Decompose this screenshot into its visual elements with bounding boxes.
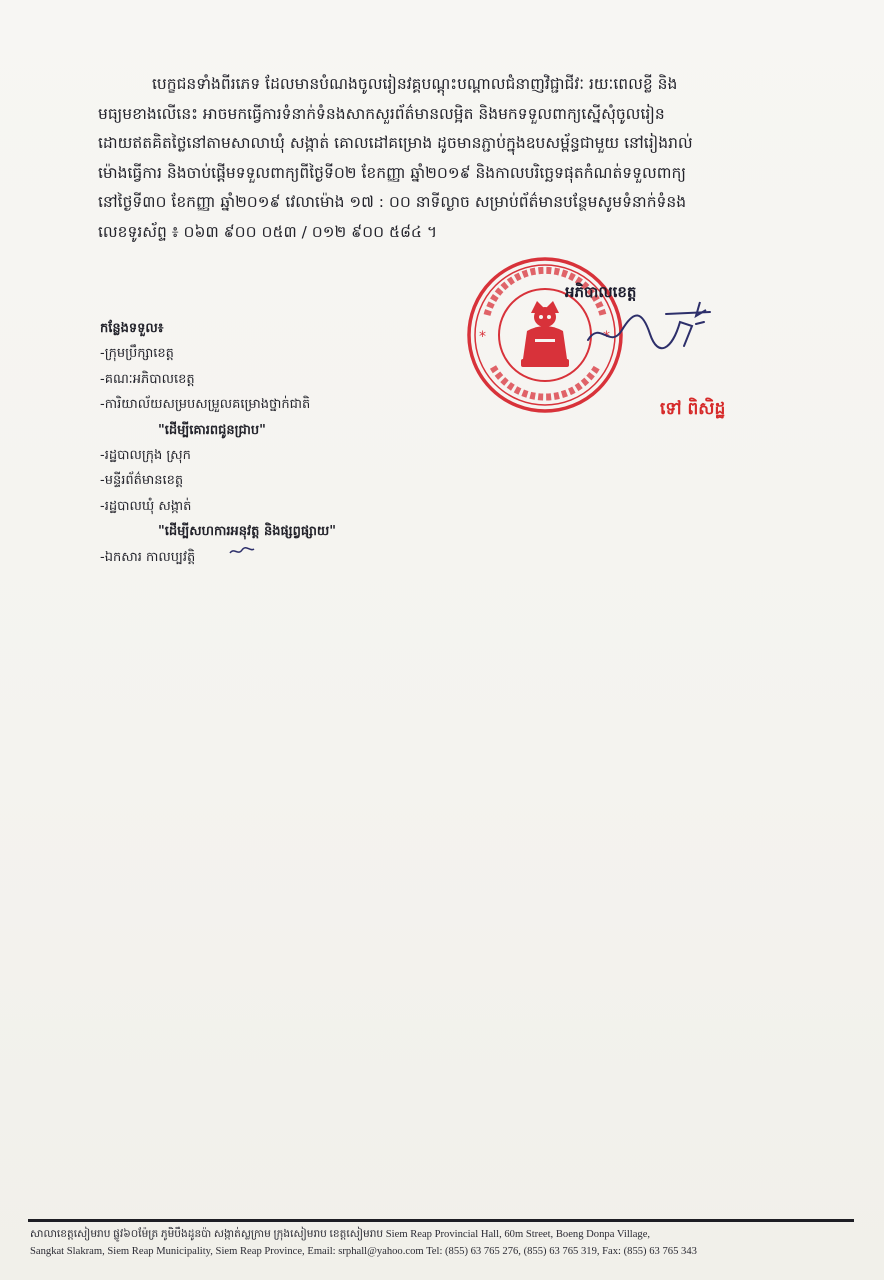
governor-title: អភិបាលខេត្ត — [565, 283, 637, 301]
footer-line: សាលាខេត្តសៀមរាប ផ្លូវ៦០ម៉ែត្រ ភូមិបឹងដូនប៉ា សង្កាត់ស្លក្រាម ក្រុងសៀមរាប ខេត្តសៀមរាប Siem Reap Provincial Hall, 60m Street, Boeng Donpa Village, — [30, 1229, 651, 1240]
paragraph-line: បេក្ខជនទាំងពីរភេទ ដែលមានបំណងចូលរៀនវគ្គបណ្តុះបណ្តាលជំនាញវិជ្ជាជីវៈ រយៈពេលខ្លី និង — [152, 75, 678, 93]
recipient-item: -រដ្ឋបាលក្រុង ស្រុក — [100, 448, 191, 464]
announcement-paragraph — [98, 70, 830, 248]
paragraph-line: លេខទូរស័ព្ទ ៖ ០៦៣ ៩០០ ០៥៣ / ០១២ ៩០០ ៥៨៤ ។ — [98, 222, 438, 241]
paragraph-line: នៅថ្ងៃទី៣០ ខែកញ្ញា ឆ្នាំ២០១៩ វេលាម៉ោង ១៧ : ០០ នាទីល្ងាច សម្រាប់ព័ត៌មានបន្ថែមសូមទំនាក់ទំនង — [98, 193, 687, 212]
recipient-item: -រដ្ឋបាលឃុំ សង្កាត់ — [100, 498, 192, 514]
recipient-item: -ឯកសារ កាលប្បវត្តិ — [100, 549, 196, 565]
paragraph-line: ដោយឥតគិតថ្លៃនៅតាមសាលាឃុំ សង្កាត់ គោលដៅគម្រោង ដូចមានភ្ជាប់ក្នុងឧបសម្ព័ន្ធជាមួយ នៅរៀងរាល់ — [98, 134, 693, 153]
paragraph-line: ម៉ោងធ្វើការ និងចាប់ផ្តើមទទួលពាក្យពីថ្ងៃទី០២ ខែកញ្ញា ឆ្នាំ២០១៩ និងកាលបរិច្ឆេទផុតកំណត់ទទួលពាក្យ — [98, 163, 686, 182]
footer-divider — [28, 1219, 854, 1222]
recipient-note: "ដើម្បីគោរពជូនជ្រាប" — [158, 422, 266, 438]
signer-name: ទៅ ពិសិដ្ឋ — [660, 399, 726, 419]
svg-text:*: * — [479, 329, 486, 345]
recipient-item: -មន្ទីរព័ត៌មានខេត្ត — [100, 473, 184, 489]
recipient-item: -គណៈអភិបាលខេត្ត — [100, 371, 195, 387]
recipients-heading: កន្លែងទទួល៖ — [100, 321, 164, 336]
svg-text:*: * — [603, 329, 610, 345]
recipients-list — [100, 316, 480, 570]
paragraph-line: មធ្យមខាងលើនេះ អាចមកធ្វើការទំនាក់ទំនងសាកសួរព័ត៌មានលម្អិត និងមកទទួលពាក្យស្នើសុំចូលរៀន — [98, 104, 665, 123]
recipient-item: -ការិយាល័យសម្របសម្រួលគម្រោងថ្នាក់ជាតិ — [100, 397, 311, 413]
initials-mark — [228, 544, 256, 558]
recipient-item: -ក្រុមប្រឹក្សាខេត្ត — [100, 346, 174, 362]
footer-address — [30, 1226, 856, 1260]
footer-line: Sangkat Slakram, Siem Reap Municipality, Siem Reap Province, Email: srphall@yahoo.com Tel: (855) 63 765 276, (855) 63 765 319, Fax: (855) 63 765 343 — [30, 1246, 697, 1257]
recipient-note: "ដើម្បីសហការអនុវត្ត និងផ្សព្វផ្សាយ" — [158, 524, 337, 540]
handwritten-signature — [580, 300, 715, 355]
